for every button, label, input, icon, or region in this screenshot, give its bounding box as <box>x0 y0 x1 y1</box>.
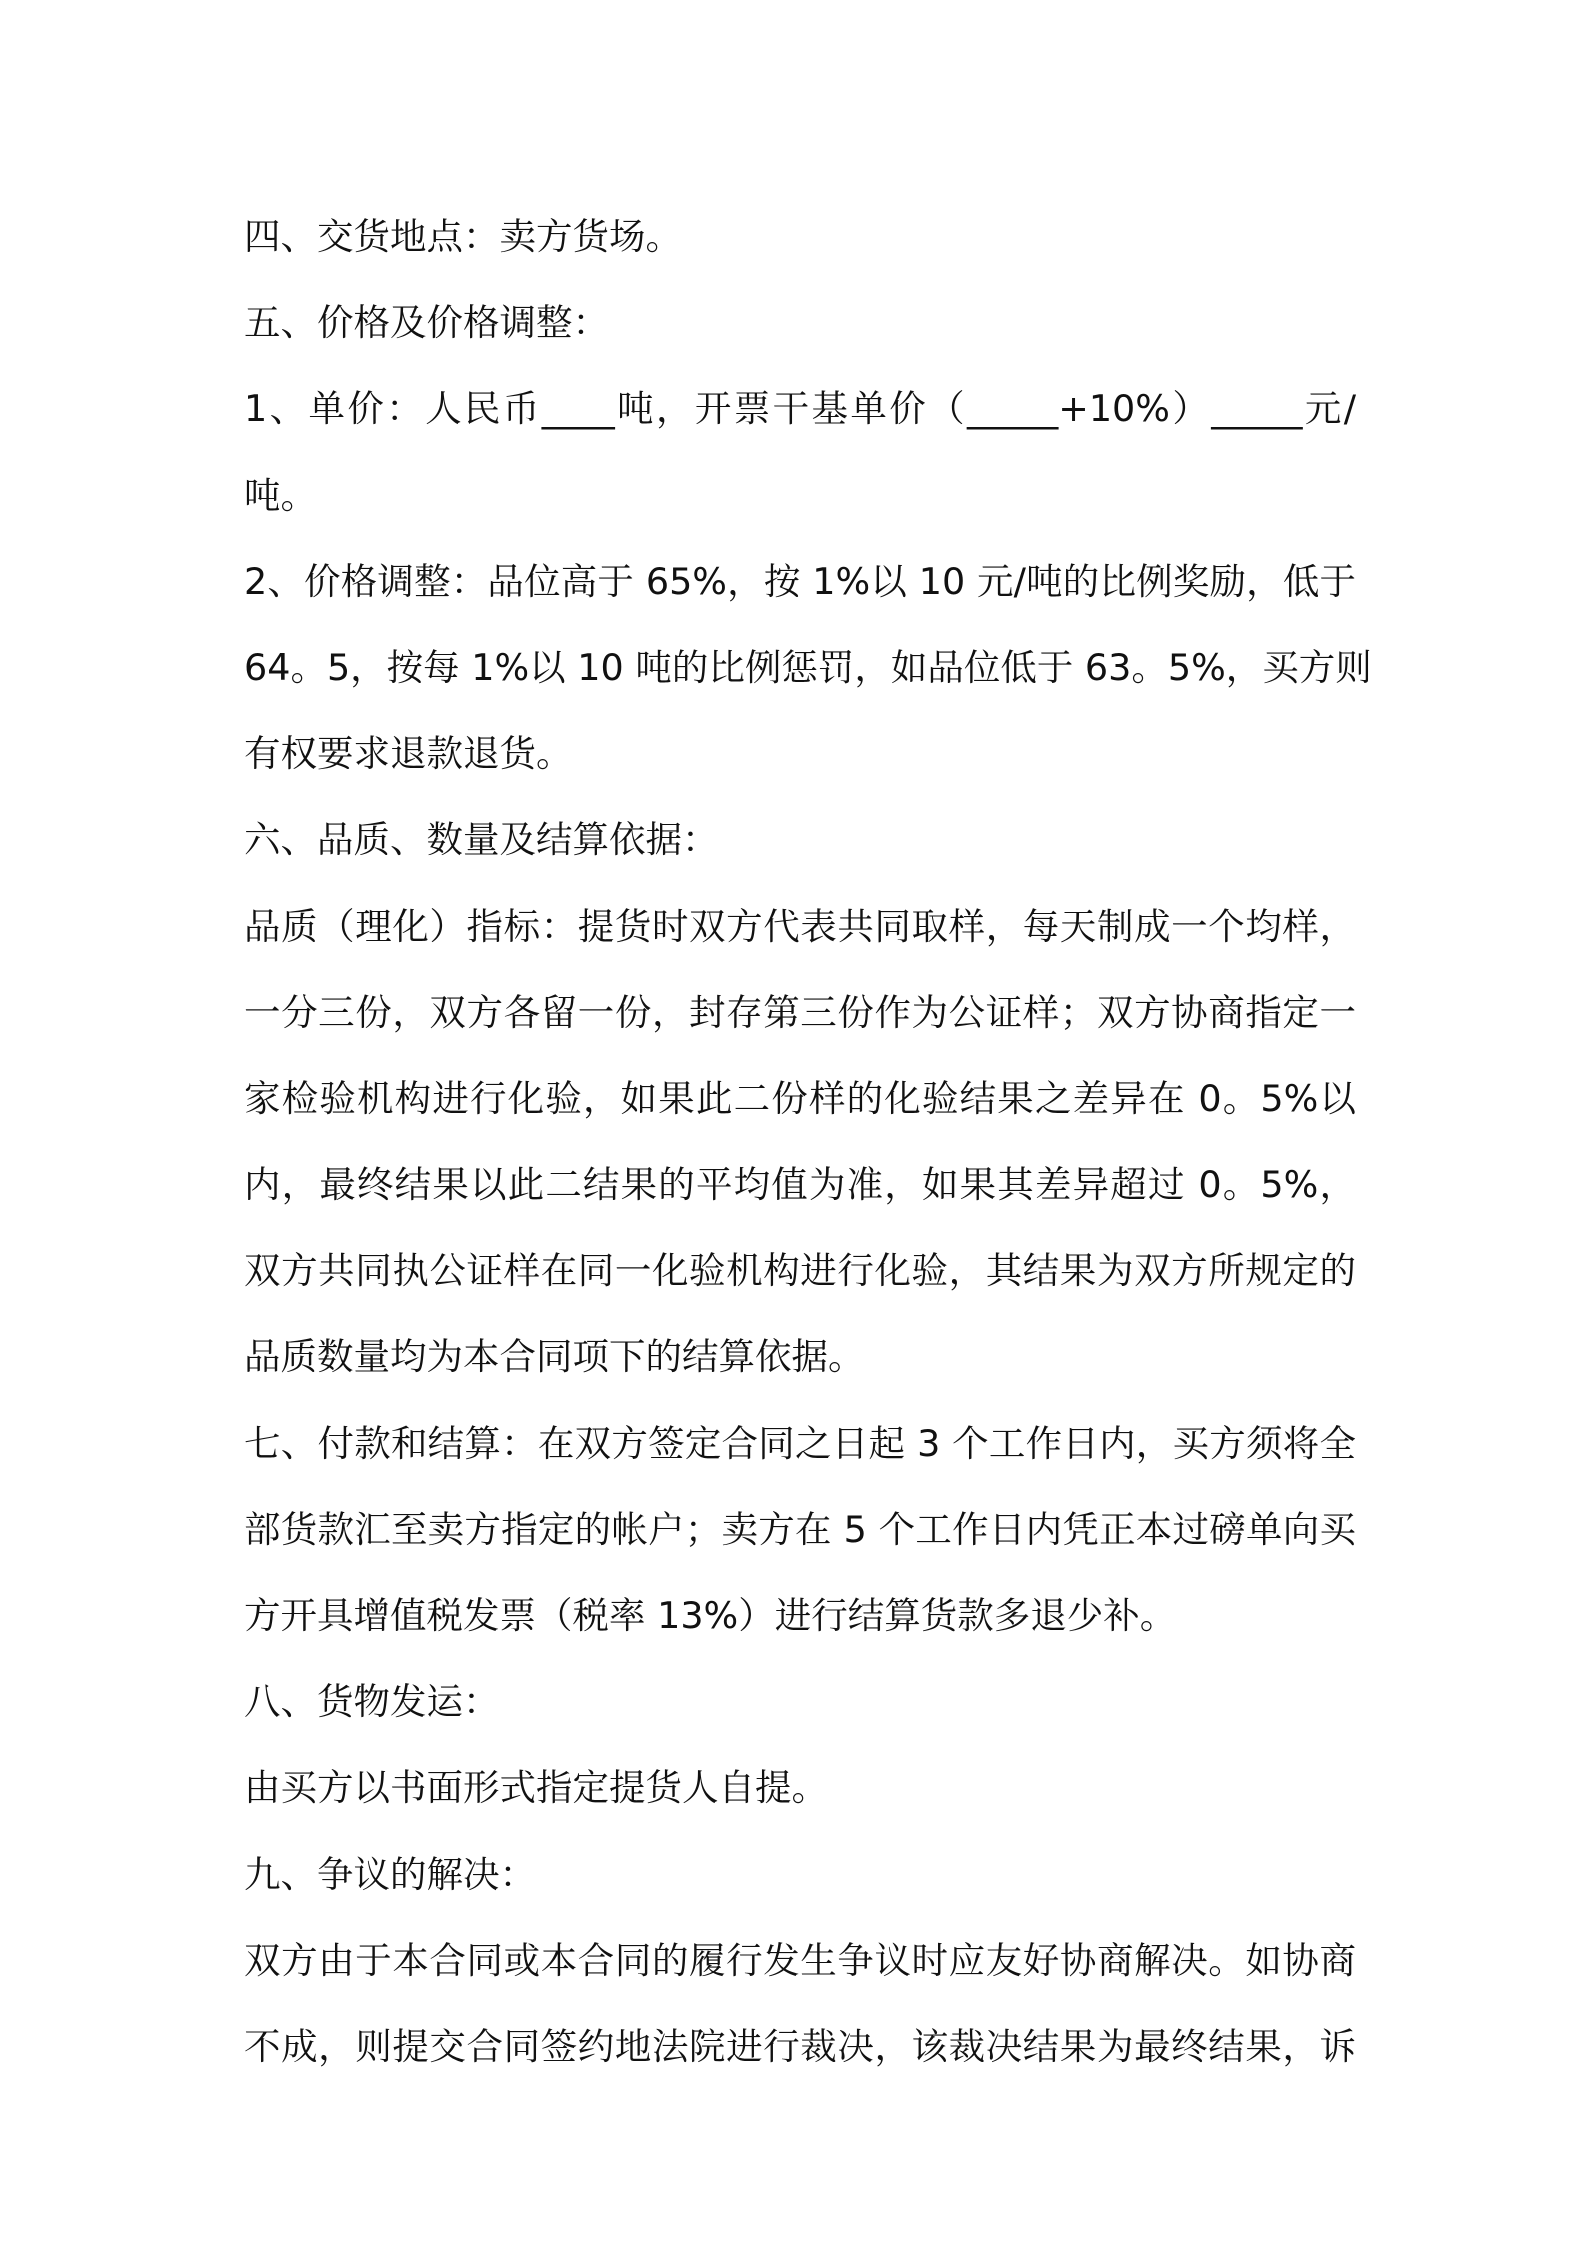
price-adjustment-line-1: 2、价格调整：品位高于 65%，按 1%以 10 元/吨的比例奖励，低于 <box>244 559 1356 603</box>
payment-line-3: 方开具增值税发票（税率 13%）进行结算货款多退少补。 <box>244 1594 1177 1637</box>
heading-shipment: 八、货物发运： <box>244 1680 500 1724</box>
dispute-line-1: 双方由于本合同或本合同的履行发生争议时应友好协商解决。如协商 <box>244 1938 1356 1982</box>
heading-delivery-location: 四、交货地点：卖方货场。 <box>244 215 682 258</box>
quality-paragraph-line-2: 一分三份，双方各留一份，封存第三份作为公证样；双方协商指定一 <box>244 990 1356 1034</box>
unit-price-line-1: 1、单价：人民币____吨，开票干基单价（_____+10%）_____元/ <box>244 387 1356 431</box>
quality-paragraph-line-3: 家检验机构进行化验，如果此二份样的化验结果之差异在 0。5%以 <box>244 1076 1356 1120</box>
unit-price-line-2: 吨。 <box>244 473 317 517</box>
quality-paragraph-line-5: 双方共同执公证样在同一化验机构进行化验，其结果为双方所规定的 <box>244 1249 1356 1293</box>
payment-line-2: 部货款汇至卖方指定的帐户；卖方在 5 个工作日内凭正本过磅单向买 <box>244 1507 1356 1551</box>
heading-dispute-resolution: 九、争议的解决： <box>244 1852 536 1896</box>
payment-line-1: 七、付款和结算：在双方签定合同之日起 3 个工作日内，买方须将全 <box>244 1421 1356 1465</box>
quality-paragraph-line-4: 内，最终结果以此二结果的平均值为准，如果其差异超过 0。5%， <box>244 1163 1356 1207</box>
contract-text <box>244 194 1372 2090</box>
quality-paragraph-line-6: 品质数量均为本合同项下的结算依据。 <box>244 1335 865 1379</box>
shipment-text: 由买方以书面形式指定提货人自提。 <box>244 1766 828 1810</box>
quality-paragraph-line-1: 品质（理化）指标：提货时双方代表共同取样，每天制成一个均样， <box>244 904 1356 948</box>
heading-price-adjustment: 五、价格及价格调整： <box>244 301 609 345</box>
dispute-line-2: 不成，则提交合同签约地法院进行裁决，该裁决结果为最终结果，诉 <box>244 2024 1356 2068</box>
price-adjustment-line-3: 有权要求退款退货。 <box>244 732 573 776</box>
heading-quality-quantity: 六、品质、数量及结算依据： <box>244 818 719 862</box>
price-adjustment-line-2: 64。5，按每 1%以 10 吨的比例惩罚，如品位低于 63。5%，买方则 <box>244 645 1372 689</box>
